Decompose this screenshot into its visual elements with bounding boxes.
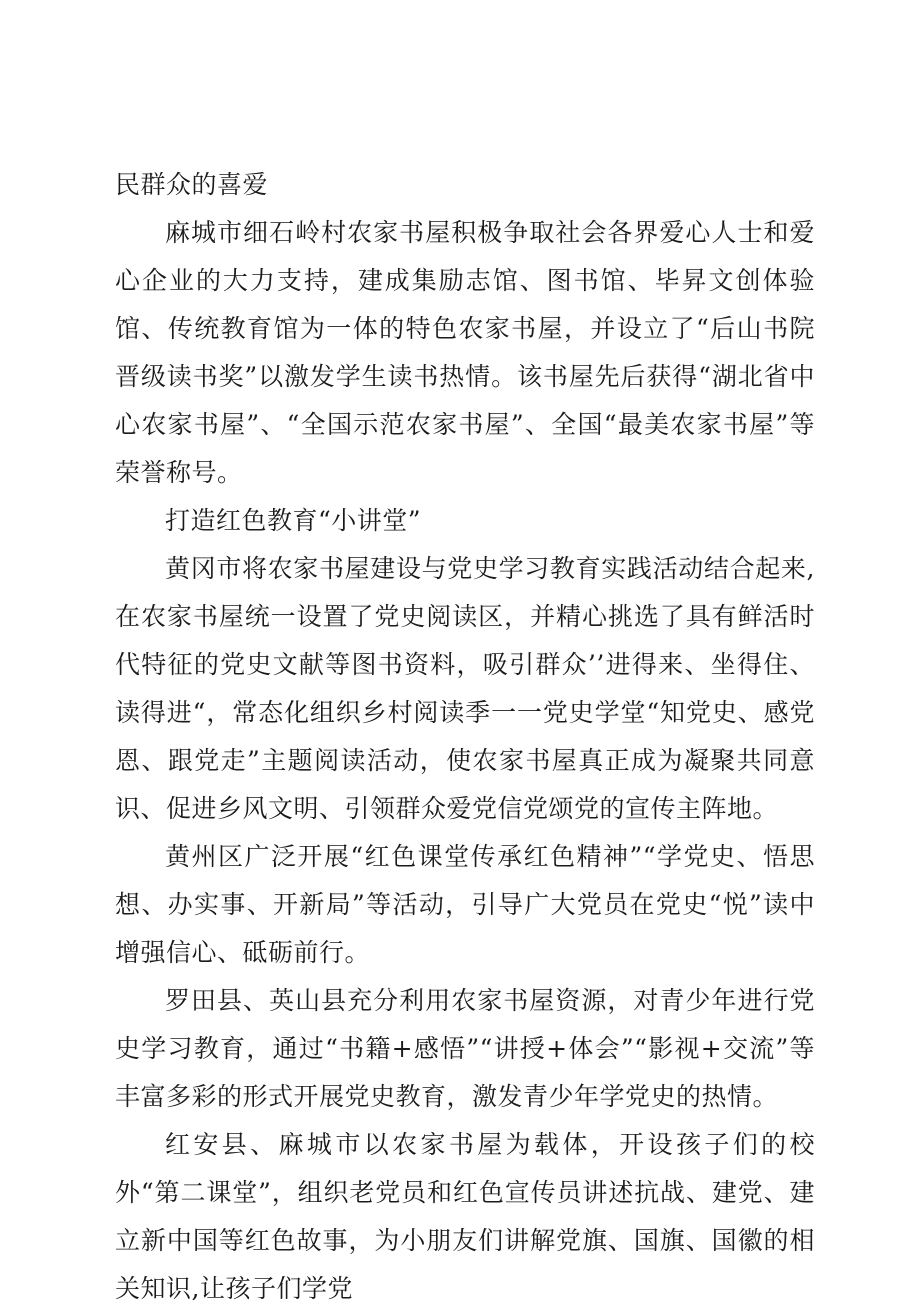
paragraph-hongan-macheng: 红安县、麻城市以农家书屋为载体，开设孩子们的校外“第二课堂”，组织老党员和红色宣传员讲述抗战、建党、建立新中国等红色故事，为小朋友们讲解党旗、国旗、国徽的相关知识,让孩子们学党 [115, 1130, 815, 1303]
section-heading-red-education: 打造红色教育“小讲堂” [165, 506, 422, 535]
paragraph-luotian-yingshan: 罗田县、英山县充分利用农家书屋资源，对青少年进行党史学习教育，通过“书籍+感悟”“讲授+体会”“影视+交流”等丰富多彩的形式开展党史教育，激发青少年学党史的热情。 [115, 986, 815, 1111]
paragraph-continuation: 民群众的喜爱 [115, 170, 269, 199]
paragraph-huanggang: 黄冈市将农家书屋建设与党史学习教育实践活动结合起来,在农家书屋统一设置了党史阅读区，并精心挑选了具有鲜活时代特征的党史文献等图书资料，吸引群众’’进得来、坐得住、读得进“，常态化组织乡村阅读季一一党史学堂“知党史、感党恩、跟党走”主题阅读活动，使农家书屋真正成为凝聚共同意识、促进乡风文明、引领群众爱党信党颂党的宣传主阵地。 [115, 554, 815, 823]
paragraph-huangzhou: 黄州区广泛开展“红色课堂传承红色精神”“学党史、悟思想、办实事、开新局”等活动，引导广大党员在党史“悦”读中增强信心、砥砺前行。 [115, 842, 815, 967]
document-body [115, 161, 815, 1313]
paragraph-macheng-bookhouse: 麻城市细石岭村农家书屋积极争取社会各界爱心人士和爱心企业的大力支持，建成集励志馆、图书馆、毕昇文创体验馆、传统教育馆为一体的特色农家书屋，并设立了“后山书院晋级读书奖”以激发学生读书热情。该书屋先后获得“湖北省中心农家书屋”、“全国示范农家书屋”、全国“最美农家书屋”等荣誉称号。 [115, 218, 815, 487]
